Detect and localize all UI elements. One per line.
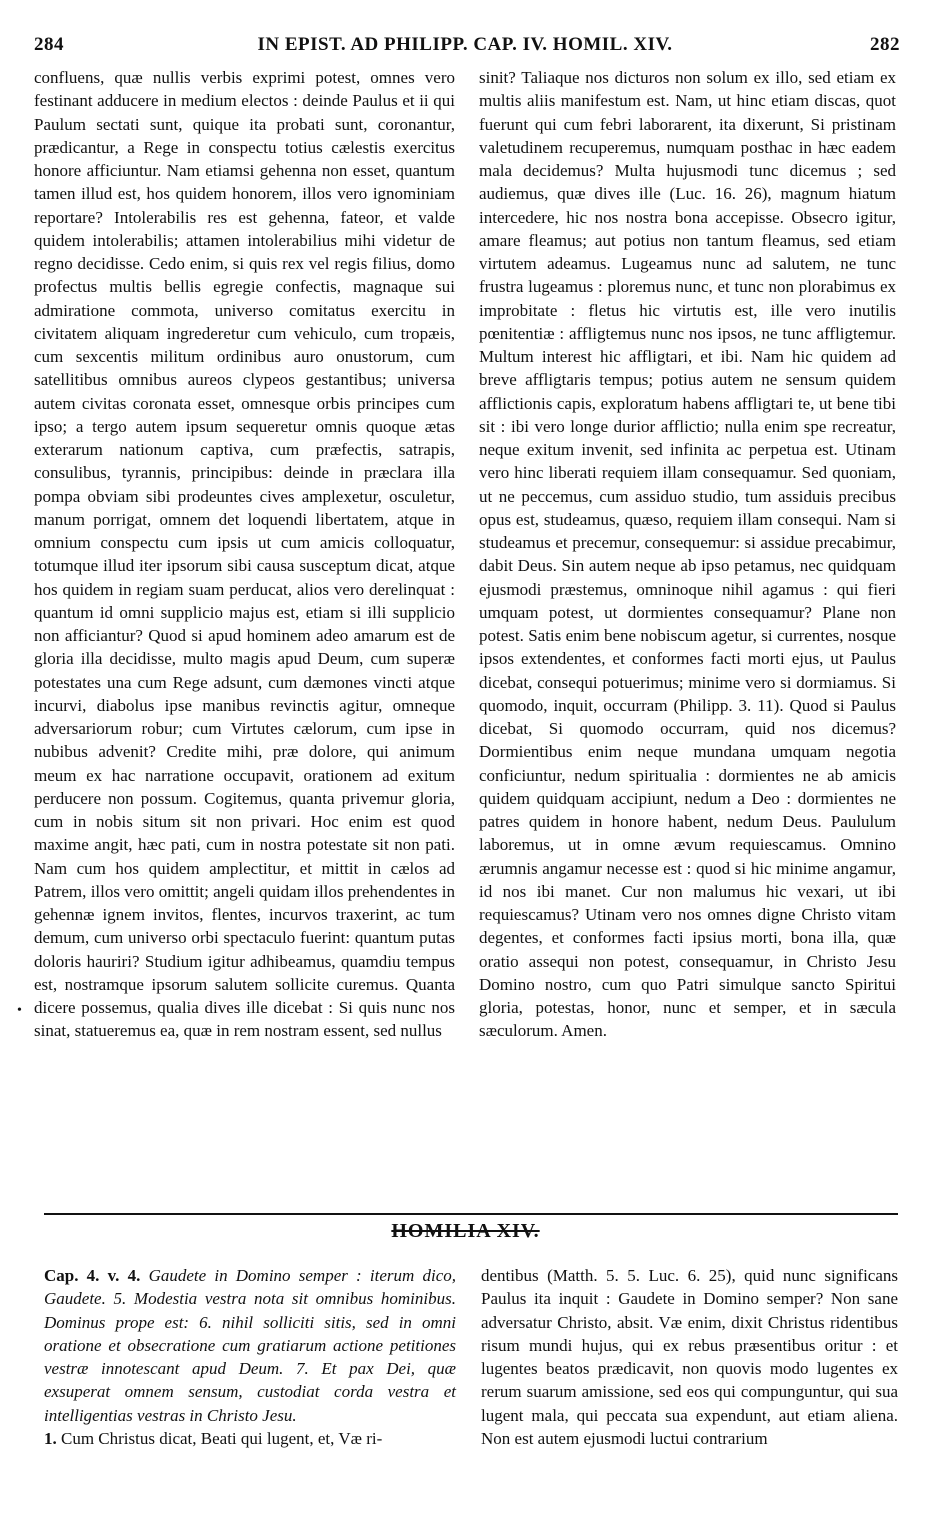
- chapter-verse-label: Cap. 4. v. 4.: [44, 1266, 141, 1285]
- homily-title: HOMILIA XIV.: [391, 1220, 540, 1242]
- paragraph-number: 1.: [44, 1428, 57, 1448]
- scripture-passage: [44, 1264, 456, 1427]
- left-page-number: 284: [34, 34, 64, 55]
- first-paragraph-text: Cum Christus dicat, Beati qui lugent, et, Væ ri-: [61, 1428, 383, 1448]
- upper-right-text: sinit? Taliaque nos dicturos non solum ex illo, sed etiam ex multis aliis manifestum est. Nam, ut hinc etiam discas, quot fuerunt qui cum febri laborarent, ita dixerunt, Si pristinam valetudinem recuperemus, numquam posthac in hæc eadem mala decidemus? Multa hujusmodi tunc dicemus ; sed audiemus, quæ dives ille (Luc. 16. 26), magnum hiatum intercedere, hic nos nostra bona accepisse. Obsecro igitur, amare fleamus; aut potius non tantum fleamus, sed etiam virtutem adeamus. Lugeamus nunc ad salutem, ne tunc frustra lugeamus : ploremus nunc, et tunc non plorabimus ex improbitate : fletus hic virtutis est, ille vero inutilis pœnitentiæ : affligtemus nunc nos ipsos, ne tunc affligtemur. Multum interest hic affligtari, et ibi. Nam hic quidem ad breve affligtaris tempus; potius autem ne sensum quidem afflictionis capis, exploratum habens affligtari te, ut bene tibi sit : ibi vero longe durior afflictio; nulla enim spe recreatur, neque exitum invenit, sed infinita ac perpetua est. Utinam vero hinc liberati requiem illam consequamur. Sed quoniam, ut ne peccemus, cum assiduo studio, tum assiduis precibus opus est, studeamus, quæso, requiem illam consequi. Nam si studeamus et precemur, consequemur: si assidue precabimur, dabit Deus. Sin autem neque ab ipso petamus, nec quidquam ejusmodi præstemus, omninoque nihil agamus : qui fieri umquam potest, ut dormientes consequamur? Plane non potest. Satis enim bene nobiscum agetur, si currentes, nosque ipsos extendentes, et conformes facti morti ejus, ut Paulus dicebat, consequi potuerimus; minime vero si dormiamus. Si quomodo, inquit, occurram (Philipp. 3. 11). Quod si Paulus dicebat, Si quomodo occurram, quid nos dicemus? Dormientibus enim neque mundana umquam negotia conficiuntur, nedum spiritualia : dormientes ne ab amicis quidem quidquam accipiunt, nedum a Deo : dormientes ne patres quidem in honore habent, nedum Deus. Paululum laboremus, ut in omne ævum requiescamus. Omnino ærumnis angamur necesse est : quod si hic minime angamur, id nos ibi manet. Cur non malumus hic vexari, ut ibi requiescamus? Utinam vero nos omnes digne Christo vitam degentes, et conformes facti ipsius morti, bona illa, quæ oratio assequi non potest, consequamur, in Christo Jesu Domino nostro, cum quo Patri simulque sancto Spiritui gloria, potestas, honor, nunc et semper, et in sæcula sæculorum. Amen.: [479, 68, 896, 1041]
- upper-left-text: confluens, quæ nullis verbis exprimi potest, omnes vero festinant adducere in medium electos : deinde Paulus et ii qui Paulum sectati sunt, quique ita probati sunt, coronantur, prædicantur, a Rege in conspectu totius cælestis exercitus honore afficiuntur. Nam etiamsi gehenna non esset, quantum tamen illud est, hos quidem honorem, illos vero ignominiam reportare? Intolerabilis res est gehenna, fateor, et valde quidem intolerabilis; attamen intolerabilius mihi videtur de regno decidisse. Cedo enim, si quis rex vel regis filius, domo profectus multis bellis egregie confectis, magnaque sui admiratione commota, universo comitatus exercitu in civitatem aliquam ingrederetur cum vehiculo, cum tropæis, cum sexcentis militum ordinibus auro onustorum, cum satellitibus omnibus aureos clypeos gestantibus; universa autem civitas coronata esset, omnesque orbis principes cum ipso; a tergo autem ipsum sequeretur omnis quoque ætas exterarum nationum captiva, cum præfectis, satrapis, consulibus, tyrannis, principibus: deinde in præclara illa pompa obviam sibi prodeuntes cives amplexetur, osculetur, manum porrigat, omnem det loquendi libertatem, atque in omnium conspectu cum ipsis ut cum amicis colloquatur, totumque illud iter ipsorum sibi causa susceptum dicat, atque hos quidem in regiam suam perducat, alios vero derelinquat : quantum id omni supplicio majus est, etiam si illi supplicio non afficiantur? Quod si apud hominem adeo amarum est de gloria illa decidisse, multo magis apud Deum, cum superæ potestates una cum Rege adsunt, cum dæmones vincti atque incurvi, diabolus ipse manibus revinctis agitur, omneque adversariorum robur; cum Virtutes cælorum, cum ipse in nubibus advenit? Credite mihi, præ dolore, qui animum meum ex hac narratione occupavit, orationem ad exitum perducere non possum. Cogitemus, quanta privemur gloria, cum in nobis situm sit non privari. Hoc enim est quod maxime angit, hæc pati, cum in nostra potestate sit non pati. Nam cum hos quidem amplectitur, et mittit in cælos ad Patrem, illos vero omittit; angeli quidam illos prehendentes in gehennæ ignem invitos, flentes, incurvos traxerint, ac tum demum, cum universo orbi spectaculo fuerint: quantum putas doloris hauriri? Studium igitur adhibeamus, quamdiu tempus est, nostramque ipsorum salutem sollicite curemus. Quanta dicere possemus, qualia dives ille dicebat : Si quis nunc nos sinat, statueremus ea, quæ in rem nostram essent, sed nullus: [34, 68, 455, 1041]
- scripture-text: Gaudete in Domino semper : iterum dico, Gaudete. 5. Modestia vestra nota sit omnibus hominibus. Dominus prope est: 6. nihil solliciti sitis, sed in omni oratione et obsecratione cum gratiarum actione petitiones vestræ innotescant apud Deum. 7. Et pax Dei, quæ exsuperat omnem sensum, custodiat corda vestra et intelligentias vestras in Christo Jesu.: [44, 1266, 456, 1425]
- running-head: [30, 30, 900, 60]
- first-paragraph: [44, 1427, 456, 1450]
- margin-mark: •: [17, 1003, 22, 1018]
- homily-heading: [0, 1220, 931, 1243]
- upper-left-column: [34, 66, 455, 1043]
- lower-left-column: [44, 1264, 456, 1450]
- upper-right-column: [479, 66, 896, 1043]
- lower-right-column: [481, 1264, 898, 1450]
- lower-right-text: dentibus (Matth. 5. 5. Luc. 6. 25), quid nunc significans Paulus ita inquit : Gaudete in Domino semper? Non sane adversatur Christo, absit. Væ enim, dixit Christus ridentibus risum mundi hujus, qui ex rebus præsentibus oritur : et lugentes beatos prædicavit, non quovis modo lugentes ex rerum suarum amissione, sed eos qui compunguntur, qui sua lugent mala, qui peccata sua expendunt, aut etiam aliena. Non est autem ejusmodi luctui contrarium: [481, 1266, 898, 1448]
- running-title: IN EPIST. AD PHILIPP. CAP. IV. HOMIL. XIV.: [257, 34, 673, 55]
- right-page-number: 282: [870, 34, 900, 55]
- section-divider: [44, 1213, 898, 1215]
